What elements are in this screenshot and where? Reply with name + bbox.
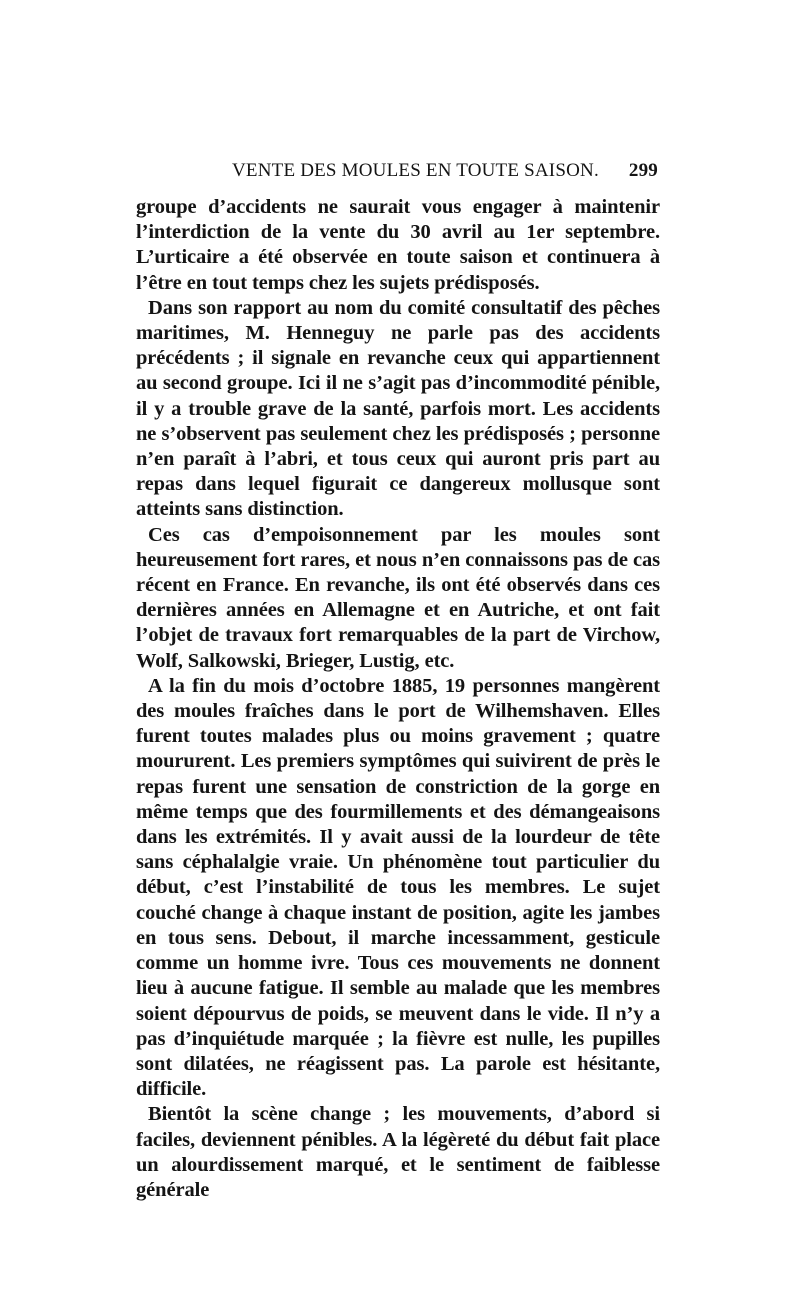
running-head: VENTE DES MOULES EN TOUTE SAISON. bbox=[232, 160, 599, 181]
paragraph-scene-change: Bientôt la scène change ; les mouvements, d’abord si faciles, deviennent pénibles. A la légèreté du début fait place un alourdissement marqué, et le sentiment de faiblesse générale bbox=[136, 1103, 660, 1201]
paragraph-henneguy-report: Dans son rapport au nom du comité consultatif des pêches maritimes, M. Henneguy ne parle pas des accidents précédents ; il signale en revanche ceux qui appartiennent au second groupe. Ici il ne s’agit pas d’incommodité pénible, il y a trouble grave de la santé, parfois mort. Les accidents ne s’observent pas seulement chez les prédisposés ; personne n’en paraît à l’abri, et tous ceux qui auront pris part au repas dans lequel figurait ce dangereux mollusque sont atteints sans distinction. bbox=[136, 296, 660, 521]
body-text bbox=[136, 195, 660, 1203]
paragraph-continuation: groupe d’accidents ne saurait vous engager à maintenir l’interdiction de la vente du 30 avril au 1er septembre. L’urticaire a été observée en toute saison et continuera à l’être en tout temps chez les sujets prédisposés. bbox=[136, 196, 660, 294]
page-number: 299 bbox=[628, 160, 658, 181]
paragraph-wilhemshaven: A la fin du mois d’octobre 1885, 19 personnes mangèrent des moules fraîches dans le port de Wilhemshaven. Elles furent toutes malades plus ou moins gravement ; quatre moururent. Les premiers symptômes qui suivirent de près le repas furent une sensation de constriction de la gorge en même temps que des fourmillements et des démangeaisons dans les extrémités. Il y avait aussi de la lourdeur de tête sans céphalalgie vraie. Un phénomène tout particulier du début, c’est l’instabilité de tous les membres. Le sujet couché change à chaque instant de position, agite les jambes en tous sens. Debout, il marche incessamment, gesticule comme un homme ivre. Tous ces mouvements ne donnent lieu à aucune fatigue. Il semble au malade que les membres soient dépourvus de poids, se meuvent dans le vide. Il n’y a pas d’inquiétude marquée ; la fièvre est nulle, les pupilles sont dilatées, ne réagissent pas. La parole est hésitante, difficile. bbox=[136, 674, 660, 1101]
page-header bbox=[136, 160, 660, 184]
paragraph-poisoning-cases: Ces cas d’empoisonnement par les moules sont heureusement fort rares, et nous n’en connaissons pas de cas récent en France. En revanche, ils ont été observés dans ces dernières années en Allemagne et en Autriche, et ont fait l’objet de travaux fort remarquables de la part de Virchow, Wolf, Salkowski, Brieger, Lustig, etc. bbox=[136, 523, 660, 672]
